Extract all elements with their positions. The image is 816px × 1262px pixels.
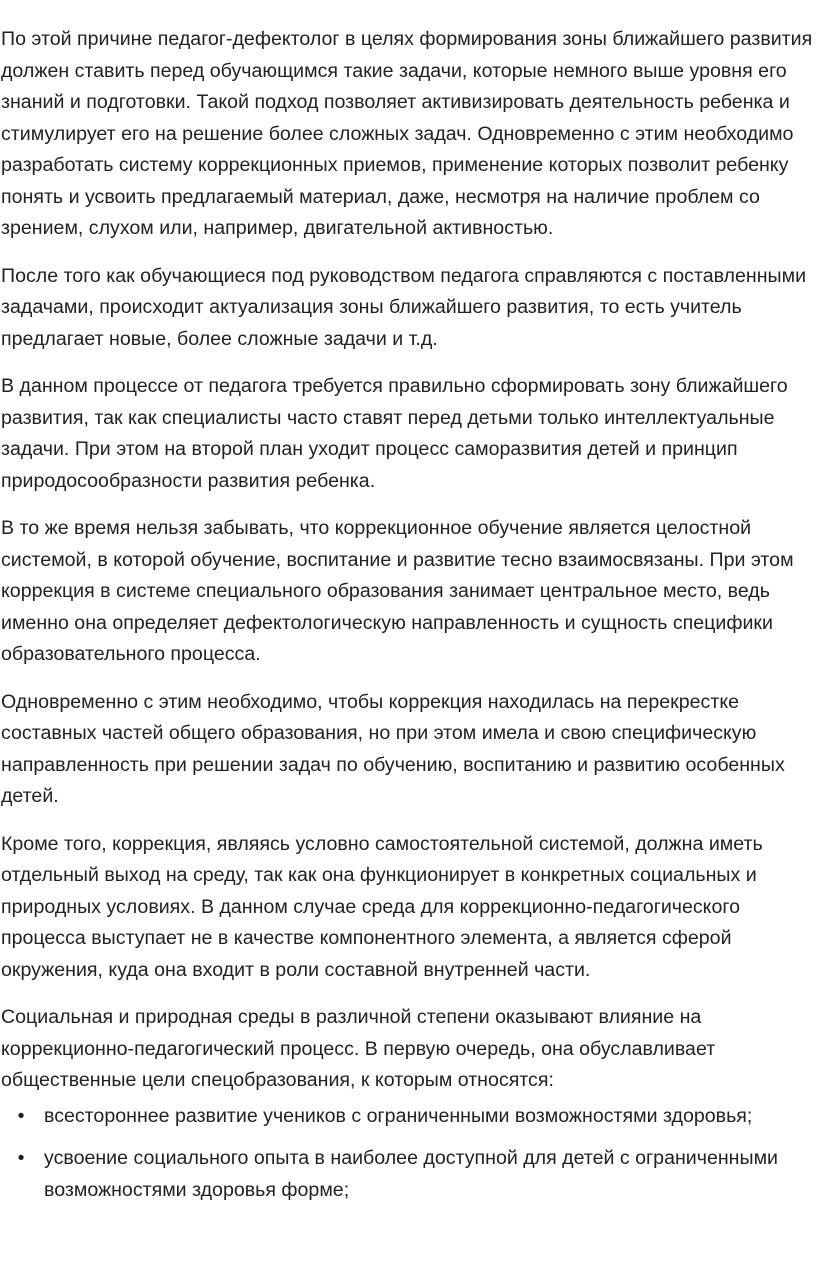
paragraph-3: В данном процессе от педагога требуется правильно сформировать зону ближайшего развития, так как специалисты часто ставят перед детьми только интеллектуальные задачи. При этом на второй план уходит процесс саморазвития детей и принцип природосообразности развития ребенка. — [1, 375, 788, 492]
list-item-text: всестороннее развитие учеников с ограниченными возможностями здоровья; — [44, 1104, 753, 1127]
bullet-icon: • — [17, 1147, 25, 1169]
list-item-text: усвоение социального опыта в наиболее доступной для детей с ограниченными возможностями здоровья форме; — [44, 1147, 778, 1201]
list-item — [17, 1143, 816, 1206]
goals-list — [1, 1101, 816, 1207]
paragraph-2: После того как обучающиеся под руководством педагога справляются с поставленными задачами, происходит актуализация зоны ближайшего развития, то есть учитель предлагает новые, более сложные задачи и т.д. — [1, 264, 807, 350]
paragraph-6: Кроме того, коррекция, являясь условно самостоятельной системой, должна иметь отдельный выход на среду, так как она функционирует в конкретных социальных и природных условиях. В данном случае среда для коррекционно-педагогического процесса выступает не в качестве компонентного элемента, а является сферой окружения, куда она входит в роли составной внутренней части. — [1, 832, 763, 981]
paragraph-7: Социальная и природная среды в различной степени оказывают влияние на коррекционно-педагогический процесс. В первую очередь, она обуславливает общественные цели спецобразования, к которым относятся: — [1, 1006, 716, 1091]
bullet-icon: • — [17, 1104, 25, 1127]
paragraph-4: В то же время нельзя забывать, что коррекционное обучение является целостной системой, в которой обучение, воспитание и развитие тесно взаимосвязаны. При этом коррекция в системе специального образования занимает центральное место, ведь именно она определяет дефектологическую направленность и сущность специфики образовательного процесса. — [1, 517, 794, 665]
list-item — [17, 1101, 816, 1133]
paragraph-1: По этой причине педагог-дефектолог в целях формирования зоны ближайшего развития должен ставить перед обучающимся такие задачи, которые немного выше уровня его знаний и подготовки. Такой подход позволяет активизировать деятельность ребенка и стимулирует его на решение более сложных задач. Одновременно с этим необходимо разработать систему коррекционных приемов, применение которых позволит ребенку понять и усвоить предлагаемый материал, даже, несмотря на наличие проблем со зрением, слухом или, например, двигательной активностью. — [1, 28, 813, 239]
paragraph-5: Одновременно с этим необходимо, чтобы коррекция находилась на перекрестке составных частей общего образования, но при этом имела и свою специфическую направленность при решении задач по обучению, воспитанию и развитию особенных детей. — [1, 690, 785, 807]
